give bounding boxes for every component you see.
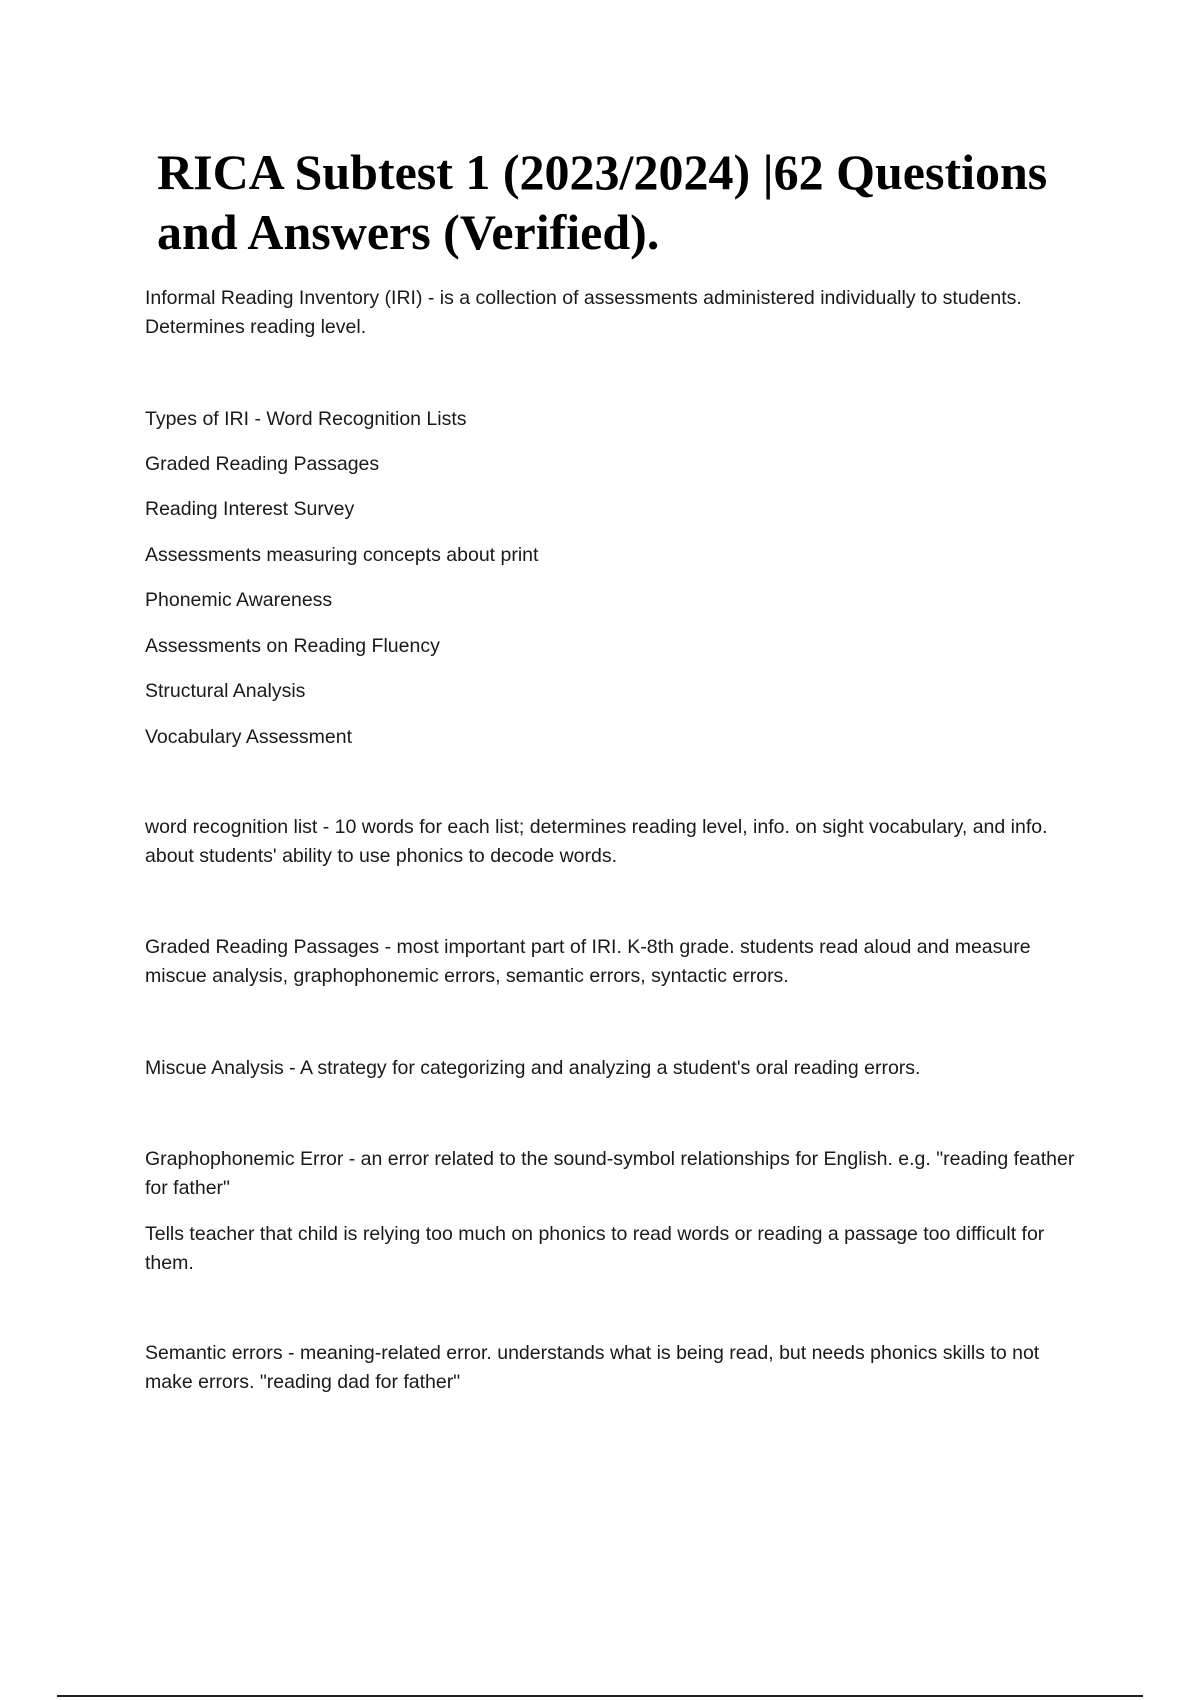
list-item: Assessments on Reading Fluency [145,635,440,657]
entry-graphophonemic-error: Graphophonemic Error - an error related to the sound-symbol relationships for English. e.g. "reading feather for father" [145,1148,1075,1199]
list-item: Reading Interest Survey [145,498,355,520]
list-item: Graded Reading Passages [145,453,380,475]
footer-rule [57,1695,1143,1697]
list-item: Structural Analysis [145,680,306,702]
document-title: RICA Subtest 1 (2023/2024) |62 Questions and Answers (Verified). [157,144,1048,260]
entry-word-recognition-list: word recognition list - 10 words for each list; determines reading level, info. on sight vocabulary, and info. about students' ability to use phonics to decode words. [145,816,1048,867]
entry-semantic-errors: Semantic errors - meaning-related error. understands what is being read, but needs phonics skills to not make errors. "reading dad for father" [145,1342,1040,1393]
list-item: Phonemic Awareness [145,589,333,611]
entry-informal-reading-inventory: Informal Reading Inventory (IRI) - is a collection of assessments administered individually to students. Determines reading level. [145,287,1022,338]
list-item: Types of IRI - Word Recognition Lists [145,408,467,430]
list-item: Assessments measuring concepts about print [145,544,539,566]
entry-miscue-analysis: Miscue Analysis - A strategy for categorizing and analyzing a student's oral reading errors. [145,1057,921,1079]
entry-graphophonemic-note: Tells teacher that child is relying too much on phonics to read words or reading a passage too difficult for them. [145,1223,1045,1274]
list-item: Vocabulary Assessment [145,726,353,748]
entry-graded-reading-passages: Graded Reading Passages - most important part of IRI. K-8th grade. students read aloud and measure miscue analysis, graphophonemic errors, semantic errors, syntactic errors. [145,936,1031,987]
